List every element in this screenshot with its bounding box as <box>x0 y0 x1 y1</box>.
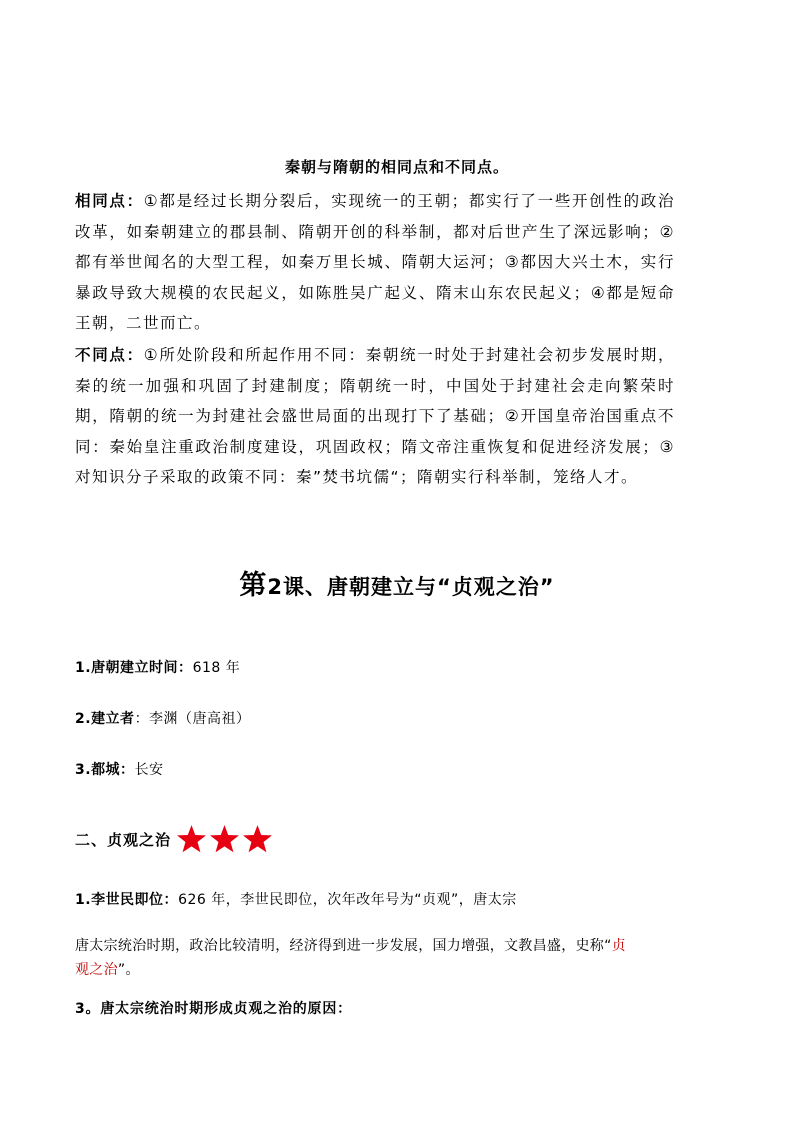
fact-value: 长安 <box>134 762 164 778</box>
zhenguan-description <box>75 934 685 982</box>
similarities-label: 相同点： <box>75 192 144 210</box>
point-number: 1. <box>75 892 92 908</box>
fact-founder <box>75 708 251 728</box>
fact-value: ：李渊（唐高祖） <box>134 711 251 727</box>
fact-number: 1. <box>75 660 92 676</box>
star-icon <box>175 823 208 856</box>
lesson-prefix: 第 <box>239 570 268 601</box>
star-icon <box>241 823 274 856</box>
highlight-text: 贞 <box>611 938 626 954</box>
importance-stars <box>175 823 274 856</box>
point-li-shimin <box>75 889 517 909</box>
zhenguan-heading <box>75 822 274 856</box>
point-reasons: 3。唐太宗统治时期形成贞观之治的原因： <box>75 1001 352 1017</box>
lesson-title <box>0 563 794 602</box>
description-text: 唐太宗统治时期，政治比较清明，经济得到进一步发展，国力增强，文教昌盛，史称“ <box>75 938 612 954</box>
fact-value: 618 年 <box>192 660 241 676</box>
similarities-text: ①都是经过长期分裂后，实现统一的王朝；都实行了一些开创性的政治改革，如秦朝建立的郡县制、隋朝开创的科举制，都对后世产生了深远影响；②都有举世闻名的大型工程，如秦万里长城、隋朝大运河；③都因大兴土木，实行暴政导致大规模的农民起义，如陈胜吴广起义、隋末山东农民起义；④都是短命王朝，二世而亡。 <box>75 192 675 332</box>
section-title: 秦朝与隋朝的相同点和不同点。 <box>284 158 509 176</box>
fact-capital <box>75 759 164 779</box>
differences-text: ①所处阶段和所起作用不同：秦朝统一时处于封建社会初步发展时期，秦的统一加强和巩固了封建制度；隋朝统一时，中国处于封建社会走向繁荣时期，隋朝的统一为封建社会盛世局面的出现打下了基础；②开国皇帝治国重点不同：秦始皇注重政治制度建设，巩固政权；隋文帝注重恢复和促进经济发展；③对知识分子采取的政策不同：秦”焚书坑儒“；隋朝实行科举制，笼络人才。 <box>75 346 675 486</box>
fact-number: 2. <box>75 711 92 727</box>
fact-founding-time <box>75 657 240 677</box>
lesson-title-text: 课、唐朝建立与“贞观之治” <box>283 575 555 599</box>
fact-number: 3. <box>75 762 92 778</box>
star-icon <box>208 823 241 856</box>
fact-label: 建立者 <box>91 711 135 727</box>
fact-label: 都城： <box>91 762 135 778</box>
zhenguan-heading-text: 二、贞观之治 <box>75 830 172 849</box>
lesson-number: 2 <box>267 575 283 599</box>
point-value: 626 年，李世民即位，次年改年号为“贞观”，唐太宗 <box>178 892 517 908</box>
differences-label: 不同点： <box>75 346 144 364</box>
differences-paragraph <box>75 340 675 493</box>
highlight-text: 观之治 <box>75 962 118 978</box>
point-label: 李世民即位： <box>91 892 179 908</box>
similarities-paragraph <box>75 186 675 339</box>
description-end: ”。 <box>117 962 140 978</box>
fact-label: 唐朝建立时间： <box>91 660 193 676</box>
